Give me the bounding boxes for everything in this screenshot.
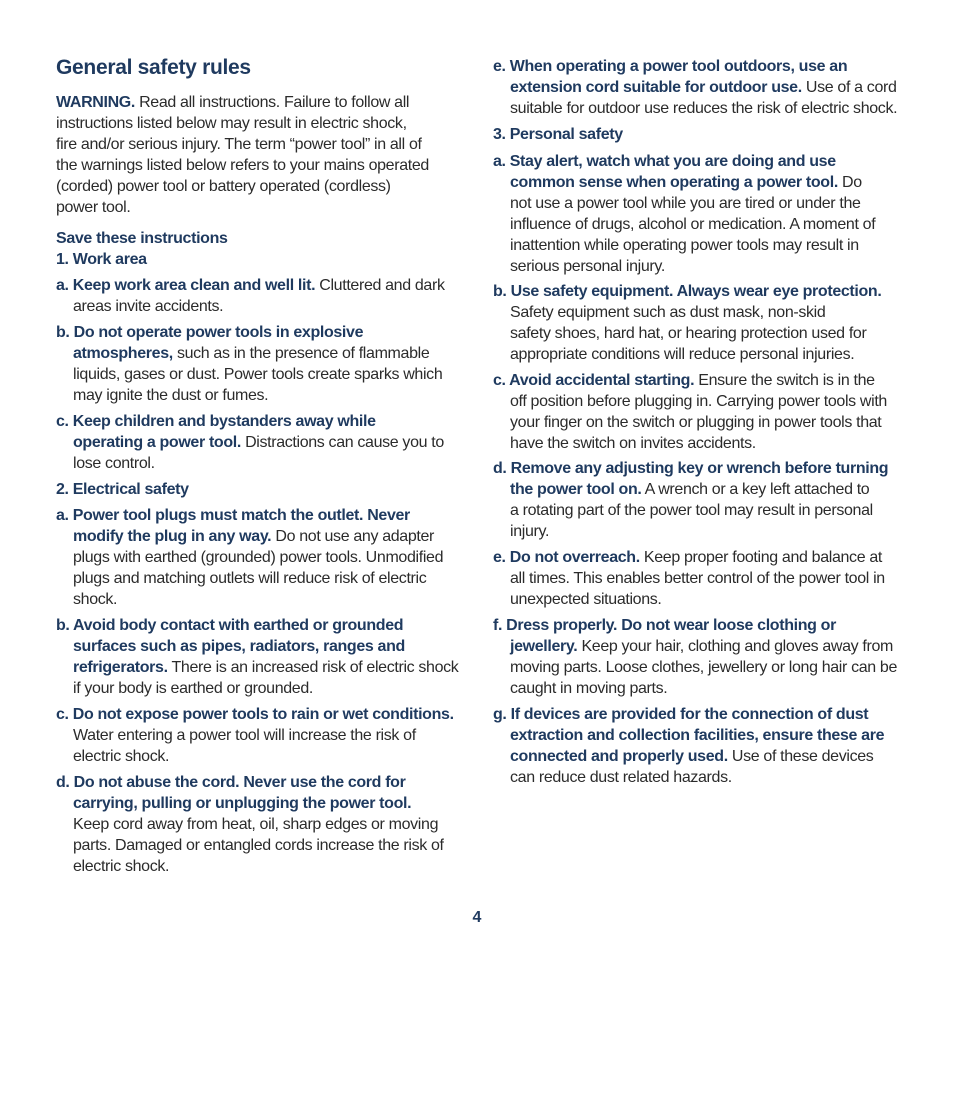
rule-item: d. Remove any adjusting key or wrench before turning the power tool on. A wrench or a key left attached to a rotating part of the power tool may result in personal injury. <box>493 460 889 540</box>
warning-paragraph: WARNING. Read all instructions. Failure to follow all instructions listed below may result in electric shock, fire and/or serious injury. The term “power tool” in all of the warnings listed below refers to your mains operated (corded) power tool or battery operated (cordless) power tool. <box>56 94 429 216</box>
rule-item: a. Keep work area clean and well lit. Cluttered and dark areas invite accidents. <box>56 277 445 315</box>
rule-item: b. Do not operate power tools in explosive atmospheres, such as in the presence of flammable liquids, gases or dust. Power tools create sparks which may ignite the dust or fumes. <box>56 324 443 404</box>
section-heading-electrical-safety: 2. Electrical safety <box>56 481 189 498</box>
rule-item: e. Do not overreach. Keep proper footing and balance at all times. This enables better control of the power tool in unexpected situations. <box>493 549 885 608</box>
rule-item: c. Do not expose power tools to rain or wet conditions. Water entering a power tool will increase the risk of electric shock. <box>56 706 454 765</box>
rule-item: b. Use safety equipment. Always wear eye protection. Safety equipment such as dust mask, non-skid safety shoes, hard hat, or hearing protection used for appropriate conditions will reduce personal injuries. <box>493 283 882 363</box>
rule-item: f. Dress properly. Do not wear loose clothing or jewellery. Keep your hair, clothing and gloves away from moving parts. Loose clothes, jewellery or long hair can be caught in moving parts. <box>493 617 898 697</box>
page-title: General safety rules <box>56 56 251 79</box>
rule-item: c. Avoid accidental starting. Ensure the switch is in the off position before plugging in. Carrying power tools with your finger on the switch or plugging in power tools that have the switch on invites accidents. <box>493 372 887 452</box>
rule-item: b. Avoid body contact with earthed or grounded surfaces such as pipes, radiators, ranges and refrigerators. There is an increased risk of electric shock if your body is earthed or grounded. <box>56 617 459 697</box>
rule-item: g. If devices are provided for the connection of dust extraction and collection facilities, ensure these are connected and properly used. Use of these devices can reduce dust related hazards. <box>493 706 885 786</box>
rule-item: c. Keep children and bystanders away while operating a power tool. Distractions can cause you to lose control. <box>56 413 444 472</box>
section-heading-personal-safety: 3. Personal safety <box>493 126 623 143</box>
section-heading-work-area: 1. Work area <box>56 251 147 268</box>
rule-item: e. When operating a power tool outdoors, use an extension cord suitable for outdoor use. Use of a cord suitable for outdoor use reduces the risk of electric shock. <box>493 58 898 117</box>
save-instructions-heading: Save these instructions <box>56 230 228 247</box>
rule-item: a. Stay alert, watch what you are doing and use common sense when operating a power tool. Do not use a power tool while you are tired or under the influence of drugs, alcohol or medication. A moment of inattention while operating power tools may result in serious personal injury. <box>493 153 876 275</box>
rule-item: a. Power tool plugs must match the outlet. Never modify the plug in any way. Do not use any adapter plugs with earthed (grounded) power tools. Unmodified plugs and matching outlets will reduce risk of electric shock. <box>56 507 444 608</box>
page-number: 4 <box>472 909 482 926</box>
warning-label: WARNING. <box>56 94 135 111</box>
rule-item: d. Do not abuse the cord. Never use the cord for carrying, pulling or unplugging the power tool. Keep cord away from heat, oil, sharp edges or moving parts. Damaged or entangled cords increase the risk of electric shock. <box>56 774 444 875</box>
